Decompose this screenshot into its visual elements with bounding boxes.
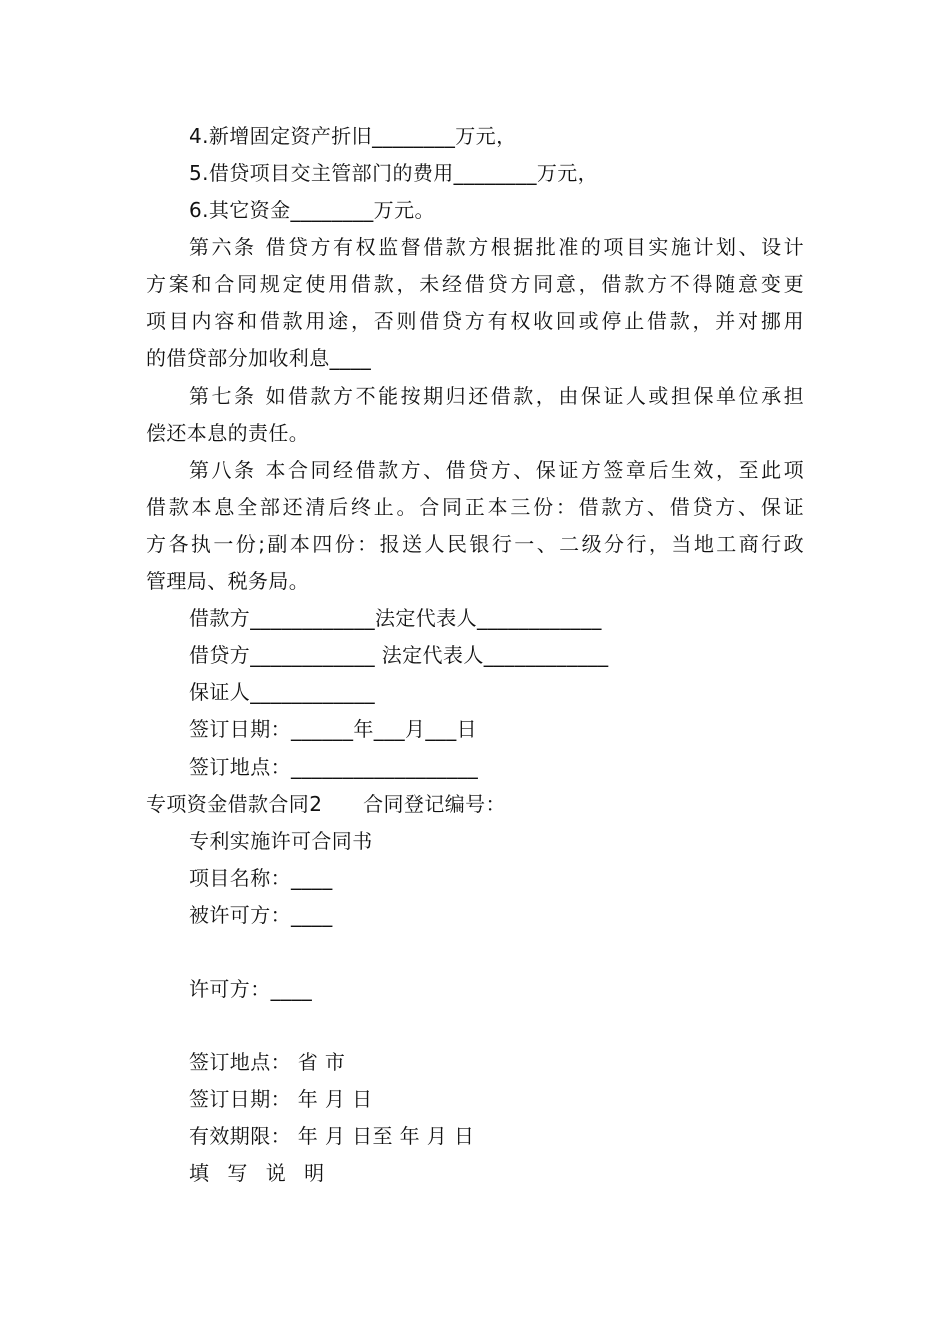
article-7-line-2: 偿还本息的责任。 bbox=[146, 421, 310, 445]
signature-guarantor: 保证人____________ bbox=[189, 680, 375, 704]
signature-borrower: 借款方____________法定代表人____________ bbox=[189, 606, 602, 630]
article-6-line-3: 项目内容和借款用途，否则借贷方有权收回或停止借款，并对挪用 bbox=[146, 309, 804, 333]
article-8-line-2: 借款本息全部还清后终止。合同正本三份：借款方、借贷方、保证 bbox=[146, 495, 804, 519]
article-7-line-1: 第七条 如借款方不能按期归还借款，由保证人或担保单位承担 bbox=[189, 384, 804, 408]
article-6-line-2: 方案和合同规定使用借款，未经借贷方同意，借款方不得随意变更 bbox=[146, 272, 804, 296]
article-8-line-1: 第八条 本合同经借款方、借贷方、保证方签章后生效，至此项 bbox=[189, 458, 804, 482]
signing-place: 签订地点：__________________ bbox=[189, 755, 479, 779]
signing-date-2: 签订日期： 年 月 日 bbox=[189, 1087, 373, 1111]
contract-2-title: 专项资金借款合同2 合同登记编号： bbox=[146, 792, 506, 816]
signing-date: 签订日期：______年___月___日 bbox=[189, 717, 477, 741]
article-8-line-4: 管理局、税务局。 bbox=[146, 569, 310, 593]
signature-lender: 借贷方____________ 法定代表人____________ bbox=[189, 643, 609, 667]
article-8-line-3: 方各执一份;副本四份：报送人民银行一、二级分行，当地工商行政 bbox=[146, 532, 804, 556]
licensee-field: 被许可方：____ bbox=[189, 903, 333, 927]
project-name-field: 项目名称：____ bbox=[189, 866, 333, 890]
article-6-line-1: 第六条 借贷方有权监督借款方根据批准的项目实施计划、设计 bbox=[189, 235, 804, 259]
validity-period: 有效期限： 年 月 日至 年 月 日 bbox=[189, 1124, 475, 1148]
article-6-line-4: 的借贷部分加收利息____ bbox=[146, 346, 372, 370]
licensor-field: 许可方：____ bbox=[189, 977, 313, 1001]
clause-depreciation: 4.新增固定资产折旧________万元， bbox=[189, 124, 517, 148]
signing-place-2: 签订地点： 省 市 bbox=[189, 1050, 346, 1074]
clause-management-fee: 5.借贷项目交主管部门的费用________万元， bbox=[189, 161, 599, 185]
patent-contract-title: 专利实施许可合同书 bbox=[189, 829, 373, 853]
instructions-heading: 填 写 说 明 bbox=[189, 1161, 331, 1185]
clause-other-funds: 6.其它资金________万元。 bbox=[189, 198, 435, 222]
